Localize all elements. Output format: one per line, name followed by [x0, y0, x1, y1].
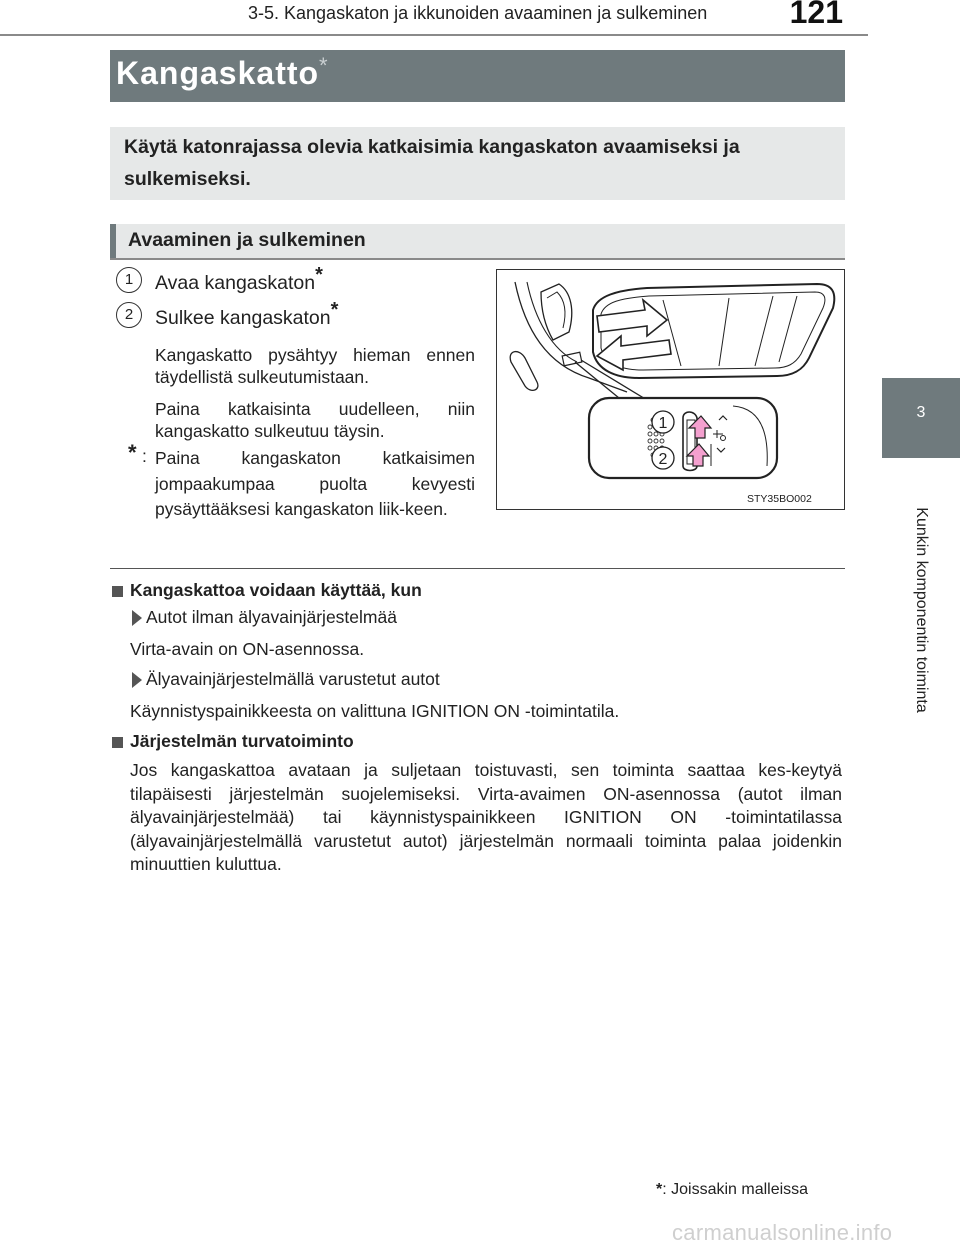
case2-label: Älyavainjärjestelmällä varustetut autot — [146, 669, 440, 689]
star-note-colon: : — [142, 446, 147, 466]
footnote: *: Joissakin malleissa — [656, 1181, 809, 1198]
page-number: 121 — [789, 0, 843, 30]
item-number-2: 2 — [116, 302, 142, 328]
square-bullet-icon — [112, 737, 123, 748]
case1-text: Virta-avain on ON-asennossa. — [130, 639, 365, 659]
asterisk-icon: * — [330, 299, 339, 321]
chapter-number: 3 — [916, 404, 926, 421]
section-divider — [110, 568, 845, 569]
protection-heading: Järjestelmän turvatoiminto — [130, 731, 354, 751]
subheading-rule — [110, 258, 845, 260]
running-header-title: 3-5. Kangaskaton ja ikkunoiden avaaminen ja sulkeminen — [248, 3, 708, 23]
item-1-label: Avaa kangaskaton* — [155, 264, 323, 294]
note-press-again: Paina katkaisinta uudelleen, niin kangaskatto sulkeutuu täysin. — [155, 399, 475, 441]
watermark: carmanualsonline.info — [672, 1220, 893, 1245]
header-rule — [0, 34, 868, 36]
star-note-text: Paina kangaskaton katkaisimen jompaakumpaa puolta kevyesti pysäyttääksesi kangaskaton liik-keen. — [155, 448, 475, 519]
case2-text: Käynnistyspainikkeesta on valittuna IGNITION ON -toimintatila. — [130, 701, 620, 721]
subheading: Avaaminen ja sulkeminen — [128, 229, 366, 251]
asterisk-icon: * — [656, 1181, 663, 1198]
triangle-bullet-icon — [132, 672, 142, 688]
triangle-bullet-icon — [132, 610, 142, 626]
operating-heading: Kangaskattoa voidaan käyttää, kun — [130, 580, 422, 600]
figure-code: STY35BO002 — [747, 493, 812, 505]
chapter-label: Kunkin komponentin toiminta — [913, 507, 930, 713]
square-bullet-icon — [112, 586, 123, 597]
item-2-label: Sulkee kangaskaton* — [155, 299, 339, 329]
asterisk-icon: * — [128, 440, 137, 465]
roof-console-drawing — [497, 270, 844, 509]
protection-text: Jos kangaskattoa avataan ja suljetaan toistuvasti, sen toiminta saattaa kes-keytyä tilapäisesti järjestelmän suojelemiseksi. Virta-avaimen ON-asennossa (autot ilman älyavainjärjestelmää) tai käynnistyspainikkeen IGNITION ON -toimintatilassa (älyavainjärjestelmällä varustetut autot) järjestelmän normaali toiminta palaa joidenkin minuuttien kuluttua. — [130, 760, 842, 874]
case1-label: Autot ilman älyavainjärjestelmää — [146, 607, 397, 627]
callout-label-1: 1 — [658, 415, 668, 432]
sunshade-switch-illustration — [496, 269, 845, 510]
asterisk-icon: * — [315, 264, 323, 286]
section-title: Kangaskatto* — [116, 53, 329, 91]
item-number-1: 1 — [116, 267, 142, 293]
callout-label-2: 2 — [658, 451, 668, 468]
note-stop-before-close: Kangaskatto pysähtyy hieman ennen täydellistä sulkeutumistaan. — [155, 345, 475, 387]
intro-text: Käytä katonrajassa olevia katkaisimia kangaskaton avaamiseksi ja sulkemiseksi. — [124, 136, 740, 190]
title-asterisk-icon: * — [319, 53, 329, 78]
